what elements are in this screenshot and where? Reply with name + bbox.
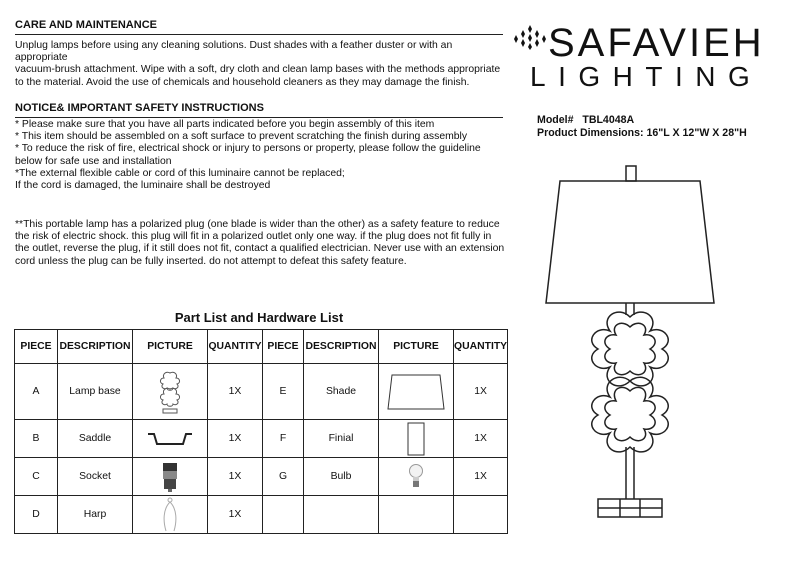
header-description-2: DESCRIPTION — [304, 330, 379, 364]
plug-warning-text: **This portable lamp has a polarized plug (one blade is wider than the other) as a safety feature to reduce the risk of electric shock. this plug will fit in a polarized outlet only one way. if the plug does not fit fully in the outlet, reverse the plug, if it still does not fit, contact a qualified electrician. Never use with an extension cord unless the plug can be fully inserted. do not attempt to defeat this safety feature. — [15, 219, 505, 267]
table-row — [15, 496, 508, 534]
table-row — [15, 458, 508, 496]
description-cell: Saddle — [58, 420, 133, 458]
quantity-cell: 1X — [208, 420, 263, 458]
header-quantity-2: QUANTITY — [454, 330, 508, 364]
quantity-cell: 1X — [454, 364, 508, 420]
table-row — [15, 364, 508, 420]
piece-cell: B — [15, 420, 58, 458]
dimensions-value: 16"L X 12"W X 28"H — [646, 127, 747, 139]
shade-icon — [386, 371, 446, 413]
description-cell: Shade — [304, 364, 379, 420]
care-heading: CARE AND MAINTENANCE — [15, 19, 503, 35]
safavieh-logo-icon — [512, 24, 548, 50]
header-piece: PIECE — [15, 330, 58, 364]
lamp-base-icon — [155, 369, 185, 415]
bulb-icon — [408, 463, 424, 491]
piece-cell: F — [263, 420, 304, 458]
description-cell: Harp — [58, 496, 133, 534]
lamp-illustration — [540, 165, 720, 525]
notice-text: * Please make sure that you have all parts indicated before you begin assembly of this item * This item should be assembled on a soft surface to prevent scratching the finish during assembly * To reduce the risk of fire, electrical shock or injury to persons or property, please follow the guideline below for safe use and installation *The external flexible cable or cord of this luminaire cannot be replaced; If the cord is damaged, the luminaire shall be destroyed — [15, 119, 481, 192]
piece-cell — [263, 496, 304, 534]
description-cell: Lamp base — [58, 364, 133, 420]
description-cell — [304, 496, 379, 534]
quantity-cell: 1X — [208, 364, 263, 420]
quantity-cell — [454, 496, 508, 534]
parts-table-title: Part List and Hardware List — [174, 310, 344, 325]
header-description: DESCRIPTION — [58, 330, 133, 364]
brand-subtitle: LIGHTING — [530, 61, 763, 92]
quantity-cell: 1X — [454, 420, 508, 458]
socket-icon — [160, 461, 180, 493]
piece-cell: D — [15, 496, 58, 534]
description-cell: Bulb — [304, 458, 379, 496]
picture-cell — [133, 496, 208, 534]
header-piece-2: PIECE — [263, 330, 304, 364]
quantity-cell: 1X — [208, 458, 263, 496]
dimensions-label: Product Dimensions: — [537, 127, 644, 139]
harp-icon — [160, 497, 180, 533]
model-label: Model# — [537, 114, 574, 126]
piece-cell: G — [263, 458, 304, 496]
piece-cell: A — [15, 364, 58, 420]
care-text: Unplug lamps before using any cleaning solutions. Dust shades with a feather duster or with an appropriate vacuum-brush attachment. Wipe with a soft, dry cloth and clean lamp bases with the methods appropriate to the material. Avoid the use of chemicals and household cleaners as they may damage the finish. — [15, 40, 501, 88]
model-value: TBL4048A — [582, 114, 635, 126]
piece-cell: E — [263, 364, 304, 420]
quantity-cell: 1X — [454, 458, 508, 496]
notice-heading: NOTICE& IMPORTANT SAFETY INSTRUCTIONS — [15, 102, 503, 118]
dimensions-line — [537, 127, 747, 140]
header-picture: PICTURE — [133, 330, 208, 364]
description-cell: Finial — [304, 420, 379, 458]
quantity-cell: 1X — [208, 496, 263, 534]
model-line — [537, 114, 634, 127]
picture-cell — [133, 364, 208, 420]
header-picture-2: PICTURE — [379, 330, 454, 364]
picture-cell — [133, 458, 208, 496]
table-row — [15, 420, 508, 458]
picture-cell — [379, 420, 454, 458]
header-quantity: QUANTITY — [208, 330, 263, 364]
picture-cell — [379, 496, 454, 534]
brand-name: SAFAVIEH — [548, 21, 765, 65]
picture-cell — [133, 420, 208, 458]
finial-icon — [406, 422, 426, 456]
parts-table — [14, 329, 508, 534]
description-cell: Socket — [58, 458, 133, 496]
parts-table-header-row — [15, 330, 508, 364]
piece-cell: C — [15, 458, 58, 496]
picture-cell — [379, 458, 454, 496]
saddle-icon — [145, 428, 195, 450]
picture-cell — [379, 364, 454, 420]
